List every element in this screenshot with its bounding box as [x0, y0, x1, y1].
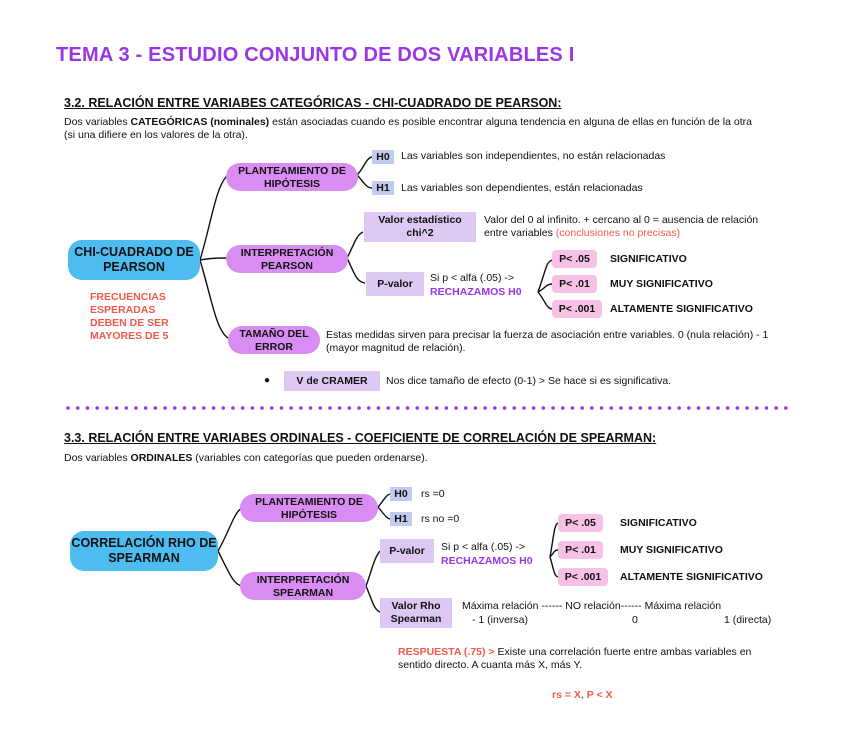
- pvalor-rule: Si p < alfa (.05) ->: [430, 272, 515, 284]
- h0-text-2: rs =0: [421, 488, 445, 500]
- p001-badge-2: P< .001: [558, 568, 608, 586]
- significativo-label-2: SIGNIFICATIVO: [620, 517, 697, 529]
- p05-badge-2: P< .05: [558, 514, 603, 532]
- p001-badge: P< .001: [552, 300, 602, 318]
- pvalor-box-2: P-valor: [380, 539, 434, 563]
- altamente-significativo-label-2: ALTAMENTE SIGNIFICATIVO: [620, 571, 763, 583]
- interpretacion-node: INTERPRETACIÓN PEARSON: [226, 245, 348, 273]
- h1-text-2: rs no =0: [421, 513, 460, 525]
- respuesta-text: RESPUESTA (.75) > Existe una correlación fuerte entre ambas variables en sentido directo. A cuanta más X, más Y.: [398, 646, 752, 671]
- significativo-label: SIGNIFICATIVO: [610, 253, 687, 265]
- section-heading-chi: 3.2. RELACIÓN ENTRE VARIABES CATEGÓRICAS - CHI-CUADRADO DE PEARSON:: [64, 96, 562, 110]
- p01-badge-2: P< .01: [558, 541, 603, 559]
- pvalor-rule-2: Si p < alfa (.05) ->: [441, 541, 526, 553]
- branch-line: [200, 260, 228, 338]
- rho-scale-top: Máxima relación ------ NO relación------ Máxima relación: [462, 600, 722, 612]
- h0-badge: H0: [372, 150, 394, 164]
- chi-root-node: CHI-CUADRADO DE PEARSON: [68, 240, 200, 280]
- cramer-box: V de CRAMER: [284, 371, 380, 391]
- h1-text: Las variables son dependientes, están relacionadas: [401, 182, 643, 194]
- rho-scale-mid: 0: [632, 614, 638, 626]
- h0-text: Las variables son independientes, no están relacionadas: [401, 150, 666, 162]
- muy-significativo-label: MUY SIGNIFICATIVO: [610, 278, 713, 290]
- valor-estadistico-box: Valor estadístico chi^2: [364, 212, 476, 242]
- interpretacion2-node: INTERPRETACIÓN SPEARMAN: [240, 572, 366, 600]
- formula: rs = X, P < X: [552, 689, 613, 701]
- h0-badge-2: H0: [390, 487, 412, 501]
- section-heading-spearman: 3.3. RELACIÓN ENTRE VARIABES ORDINALES - COEFICIENTE DE CORRELACIÓN DE SPEARMAN:: [64, 431, 657, 445]
- planteamiento-node: PLANTEAMIENTO DE HIPÓTESIS: [226, 163, 358, 191]
- tamano-error-node: TAMAÑO DEL ERROR: [228, 326, 320, 354]
- section-intro-chi: Dos variables CATEGÓRICAS (nominales) están asociadas cuando es posible encontrar alguna tendencia en alguna de ellas en función de la otra (si una difiere en los valores de la otra).: [64, 116, 752, 141]
- rho-box: Valor Rho Spearman: [380, 598, 452, 628]
- spearman-root-node: CORRELACIÓN RHO DE SPEARMAN: [70, 531, 218, 571]
- p01-badge: P< .01: [552, 275, 597, 293]
- tamano-text: Estas medidas sirven para precisar la fuerza de asociación entre variables. 0 (nula relación) - 1 (mayor magnitud de relación).: [326, 329, 769, 354]
- rechazamos-h0: RECHAZAMOS H0: [430, 286, 522, 298]
- altamente-significativo-label: ALTAMENTE SIGNIFICATIVO: [610, 303, 753, 315]
- muy-significativo-label-2: MUY SIGNIFICATIVO: [620, 544, 723, 556]
- section-intro-spearman: Dos variables ORDINALES (variables con categorías que pueden ordenarse).: [64, 452, 428, 464]
- planteamiento2-node: PLANTEAMIENTO DE HIPÓTESIS: [240, 494, 378, 522]
- cramer-text: Nos dice tamaño de efecto (0-1) > Se hace si es significativa.: [386, 375, 672, 387]
- branch-line: [200, 258, 228, 260]
- frecuencias-note: FRECUENCIAS ESPERADAS DEBEN DE SER MAYORES DE 5: [90, 291, 169, 342]
- pvalor-box: P-valor: [366, 272, 424, 296]
- rho-scale-left: - 1 (inversa): [472, 614, 529, 626]
- page-title: TEMA 3 - ESTUDIO CONJUNTO DE DOS VARIABLES I: [56, 44, 575, 66]
- bullet: ●: [264, 375, 271, 386]
- rechazamos-h0-2: RECHAZAMOS H0: [441, 555, 533, 567]
- valor-text: Valor del 0 al infinito. + cercano al 0 = ausencia de relación entre variables (conclusiones no precisas): [484, 214, 759, 239]
- branch-line: [200, 175, 228, 260]
- h1-badge: H1: [372, 181, 394, 195]
- p05-badge: P< .05: [552, 250, 597, 268]
- rho-scale-right: 1 (directa): [724, 614, 772, 626]
- h1-badge-2: H1: [390, 512, 412, 526]
